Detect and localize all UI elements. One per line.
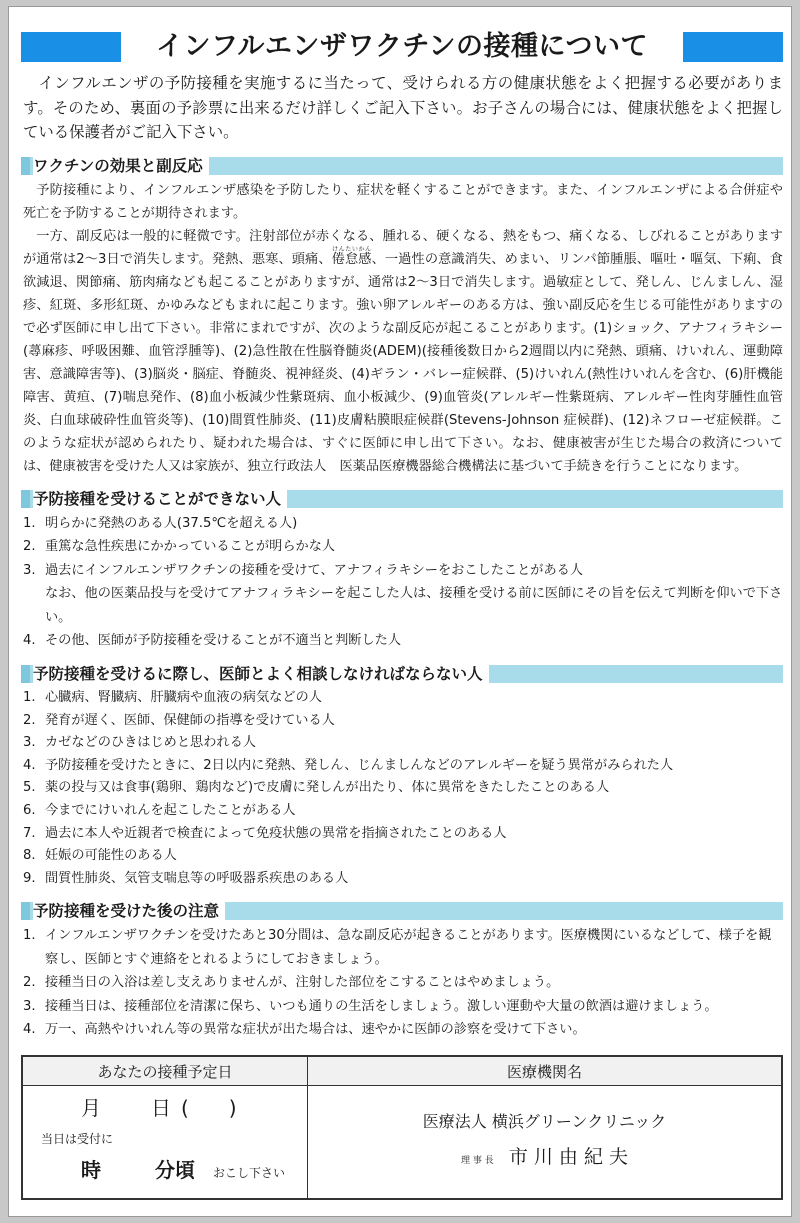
arrive-note: おこし下さい bbox=[213, 1166, 286, 1181]
list-item: 4. その他、医師が予防接種を受けることが不適当と判断した人 bbox=[23, 633, 402, 649]
clinic-cell bbox=[308, 1086, 783, 1200]
director-name: 市 川 由 紀 夫 bbox=[508, 1146, 628, 1169]
schedule-table bbox=[21, 1055, 783, 1200]
title-banner bbox=[21, 29, 783, 65]
effects-paragraph: 予防接種により、インフルエンザ感染を予防したり、症状を軽くすることができます。また、インフルエンザによる合併症や死亡を予防することが期待されます。 bbox=[23, 182, 783, 221]
list-item: 3. 過去にインフルエンザワクチンの接種を受けて、アナフィラキシーをおこしたことがある人 bbox=[23, 562, 584, 578]
minute-label: 分頃 bbox=[155, 1158, 195, 1183]
section-heading: 予防接種を受けることができない人 bbox=[33, 488, 287, 510]
list-item: 1. 心臓病、腎臓病、肝臓病や血液の病気などの人 bbox=[23, 690, 322, 706]
intro-paragraph: インフルエンザの予防接種を実施するに当たって、受けられる方の健康状態をよく把握する必要があります。そのため、裏面の予診票に出来るだけ詳しくご記入下さい。お子さんの場合には、健康状態をよく把握している保護者がご記入下さい。 bbox=[23, 74, 783, 141]
director-title: 理 事 長 bbox=[461, 1156, 494, 1167]
weekday-paren: ( ) bbox=[181, 1096, 237, 1121]
list-item: 7. 過去に本人や近親者で検査によって免疫状態の異常を指摘されたことのある人 bbox=[23, 825, 507, 841]
list-item: 4. 万一、高熱やけいれん等の異常な症状が出た場合は、速やかに医師の診察を受けて下さい。 bbox=[23, 1022, 586, 1038]
effects-body bbox=[23, 179, 783, 478]
section-heading: 予防接種を受けた後の注意 bbox=[33, 900, 225, 922]
section-heading: 予防接種を受けるに際し、医師とよく相談しなければならない人 bbox=[33, 663, 489, 685]
section-header-cannot bbox=[21, 488, 783, 510]
list-item: 8. 妊娠の可能性のある人 bbox=[23, 848, 177, 864]
document-page bbox=[8, 6, 792, 1217]
section-header-after bbox=[21, 900, 783, 922]
page-title: インフルエンザワクチンの接種について bbox=[155, 31, 649, 62]
after-list bbox=[23, 924, 783, 1041]
month-label: 月 bbox=[81, 1096, 101, 1121]
appointment-date-cell[interactable] bbox=[22, 1086, 308, 1200]
section-header-effects bbox=[21, 155, 783, 177]
reception-note: 当日は受付に bbox=[41, 1132, 114, 1147]
list-item: 5. 薬の投与又は食事(鶏卵、鶏肉など)で皮膚に発しんが出たり、体に異常をきたしたことのある人 bbox=[23, 780, 610, 796]
side-effects-paragraph: 一方、副反応は一般的に軽微です。注射部位が赤くなる、腫れる、硬くなる、熱をもつ、痛くなる、しびれることがありますが通常は2～3日で消失します。発熱、悪寒、頭痛、倦怠感けんたいかん、一過性の意識消失、めまい、リンパ節腫脹、嘔吐・嘔気、下痢、食欲減退、関節痛、筋肉痛なども起こることがありますが、通常は2～3日で消失します。過敏症として、発しん、じんましん、湿疹、紅斑、多形紅斑、かゆみなどもまれに起こります。強い卵アレルギーのある方は、強い副反応を生じる可能性がありますので必ず医師に申し出て下さい。非常にまれですが、次のような副反応が起こることがあります。(1)ショック、アナフィラキシー(蕁麻疹、呼吸困難、血管浮腫等)、(2)急性散在性脳脊髄炎(ADEM)(接種後数日から2週間以内に発熱、頭痛、けいれん、運動障害、意識障害等)、(3)脳炎・脳症、脊髄炎、視神経炎、(4)ギラン・バレー症候群、(5)けいれん(熱性けいれんを含む、(6)肝機能障害、黄疸、(7)喘息発作、(8)血小板減少性紫斑病、血小板減少、(9)血管炎(アレルギー性紫斑病、アレルギー性肉芽腫性血管炎、白血球破砕性血管炎等)、(10)間質性肺炎、(11)皮膚粘膜眼症候群(Stevens-Johnson 症候群)、(12)ネフローゼ症候群。このような症状が認められたり、疑われた場合は、すぐに医師に申し出て下さい。なお、健康被害が生じた場合の救済については、健康被害を受けた人又は家族が、独立行政法人 医薬品医療機器総合機構法に基づいて手続きを行うことになります。 bbox=[23, 228, 783, 474]
list-item: 3. 接種当日は、接種部位を清潔に保ち、いつも通りの生活をしましょう。激しい運動や大量の飲酒は避けましょう。 bbox=[23, 998, 718, 1014]
consult-list bbox=[23, 687, 783, 890]
section-header-consult bbox=[21, 663, 783, 685]
list-item: 9. 間質性肺炎、気管支喘息等の呼吸器系疾患のある人 bbox=[23, 870, 349, 886]
list-item: 4. 予防接種を受けたときに、2日以内に発熱、発しん、じんましんなどのアレルギーを疑う異常がみられた人 bbox=[23, 757, 674, 773]
date-header: あなたの接種予定日 bbox=[22, 1056, 308, 1086]
list-note: なお、他の医薬品投与を受けてアナフィラキシーを起こした人は、接種を受ける前に医師にその旨を伝えて判断を仰いで下さい。 bbox=[45, 586, 783, 625]
clinic-header: 医療機関名 bbox=[308, 1056, 783, 1086]
hour-label: 時 bbox=[81, 1158, 101, 1183]
list-item: 2. 接種当日の入浴は差し支えありませんが、注射した部位をこすることはやめましょう。 bbox=[23, 975, 560, 991]
list-item: 3. カゼなどのひきはじめと思われる人 bbox=[23, 735, 256, 751]
list-item: 2. 発育が遅く、医師、保健師の指導を受けている人 bbox=[23, 712, 335, 728]
day-label: 日 bbox=[151, 1096, 171, 1121]
list-item: 1. 明らかに発熱のある人(37.5℃を超える人) bbox=[23, 515, 298, 531]
cannot-list bbox=[23, 512, 783, 654]
clinic-name: 医療法人 横浜グリーンクリニック bbox=[422, 1112, 667, 1132]
list-item: 2. 重篤な急性疾患にかかっていることが明らかな人 bbox=[23, 539, 336, 555]
section-heading: ワクチンの効果と副反応 bbox=[33, 155, 209, 177]
list-item: 6. 今までにけいれんを起こしたことがある人 bbox=[23, 803, 296, 819]
list-item: 1. インフルエンザワクチンを受けたあと30分間は、急な副反応が起きることがあります。医療機関にいるなどして、様子を観察し、医師とすぐ連絡をとれるようにしておきましょう。 bbox=[23, 928, 772, 967]
